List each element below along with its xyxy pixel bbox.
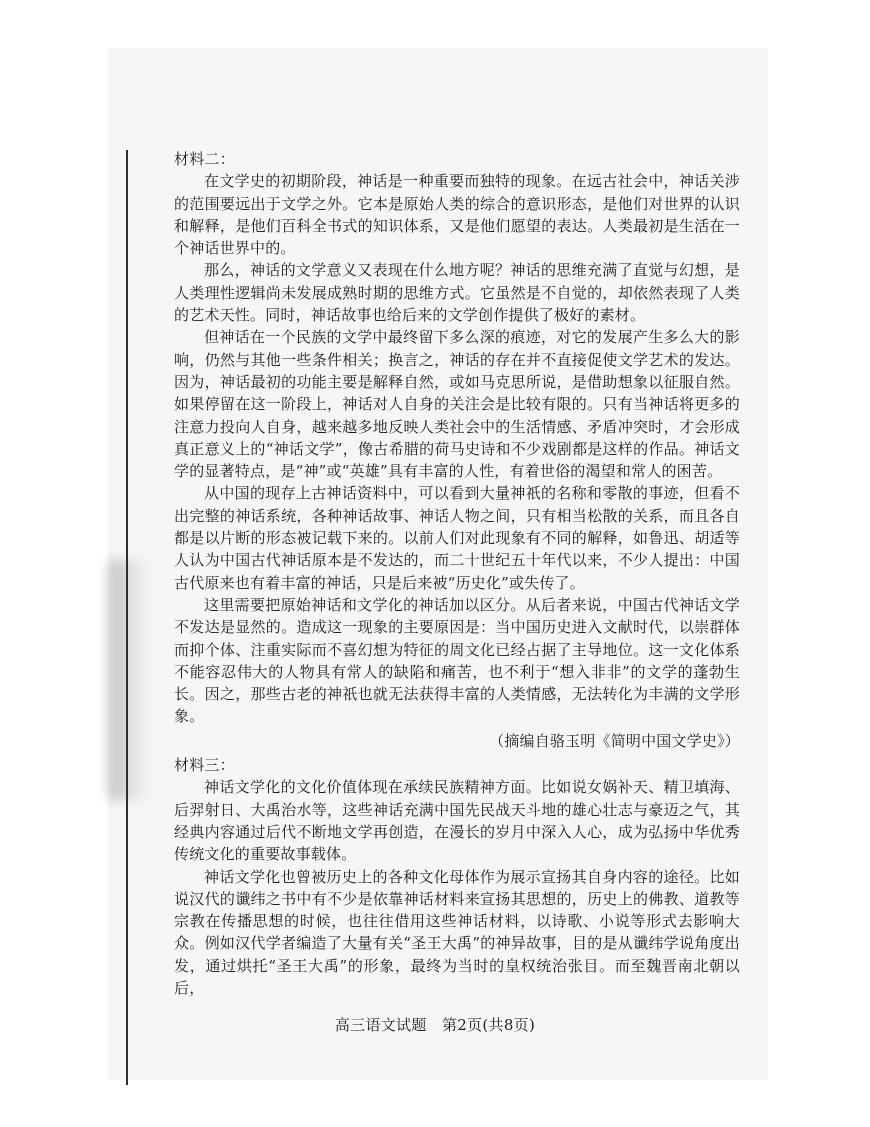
material-two-heading: 材料二： [174, 150, 235, 168]
material-two-paragraph-3: 但神话在一个民族的文学中最终留下多么深的痕迹，对它的发展产生多么大的影响，仍然与其他一些条件相关；换言之，神话的存在并不直接促使文学艺术的发达。因为，神话最初的功能主要是解释自然，或如马克思所说，是借助想象以征服自然。如果停留在这一阶段上，神话对人自身的关注会是比较有限的。只有当神话将更多的注意力投向人自身，越来越多地反映人类社会中的生活情感、矛盾冲突时，才会形成真正意义上的“神话文学”，像古希腊的荷马史诗和不少戏剧都是这样的作品。神话文学的显著特点，是“神”或“英雄”具有丰富的人性，有着世俗的渴望和常人的困苦。 [174, 328, 740, 481]
material-two-source: （摘编自骆玉明《简明中国文学史》） [489, 731, 740, 750]
material-three-paragraph-2: 神话文学化也曾被历史上的各种文化母体作为展示宣扬其自身内容的途径。比如说汉代的谶纬之书中有不少是依靠神话材料来宣扬其思想的，历史上的佛教、道教等宗教在传播思想的时候，也往往借用这些神话材料，以诗歌、小说等形式去影响大众。例如汉代学者编造了大量有关“圣王大禹”的神异故事，目的是从谶纬学说角度出发，通过烘托“圣王大禹”的形象，最终为当时的皇权统治张目。而至魏晋南北朝以后， [174, 867, 740, 997]
material-two-paragraph-2: 那么，神话的文学意义又表现在什么地方呢？神话的思维充满了直觉与幻想，是人类理性逻辑尚未发展成熟时期的思维方式。它虽然是不自觉的，却依然表现了人类的艺术天性。同时，神话故事也给后来的文学创作提供了极好的素材。 [174, 261, 740, 325]
material-three-heading: 材料三： [174, 756, 235, 775]
material-three-section [174, 754, 740, 999]
material-two-paragraph-1: 在文学史的初期阶段，神话是一种重要而独特的现象。在远古社会中，神话关涉的范围要远出于文学之外。它本是原始人类的综合的意识形态，是他们对世界的认识和解释，是他们百科全书式的知识体系，又是他们愿望的表达。人类最初是生活在一个神话世界中的。 [174, 172, 740, 258]
page-footer: 高三语文试题 第2页(共8页) [334, 1016, 536, 1034]
binding-margin-line [126, 150, 128, 1085]
material-two-paragraph-5: 这里需要把原始神话和文学化的神话加以区分。从后者来说，中国古代神话文学不发达是显然的。造成这一现象的主要原因是：当中国历史进入文献时代，以崇群体而抑个体、注重实际而不喜幻想为特征的周文化已经占据了主导地位。这一文化体系不能容忍伟大的人物具有常人的缺陷和痛苦，也不利于“想入非非”的文学的蓬勃生长。因之，那些古老的神祇也就无法获得丰富的人类情感，无法转化为丰满的文学形象。 [174, 595, 740, 726]
material-two-section [174, 148, 740, 752]
page-content [174, 148, 740, 999]
scan-shadow [108, 560, 148, 800]
material-three-paragraph-1: 神话文学化的文化价值体现在承续民族精神方面。比如说女娲补天、精卫填海、后羿射日、大禹治水等，这些神话充满中国先民战天斗地的雄心壮志与豪迈之气，其经典内容通过后代不断地文学再创造，在漫长的岁月中深入人心，成为弘扬中华优秀传统文化的重要故事载体。 [174, 778, 740, 864]
material-two-paragraph-4: 从中国的现存上古神话资料中，可以看到大量神祇的名称和零散的事迹，但看不出完整的神话系统，各种神话故事、神话人物之间，只有相当松散的关系，而且各自都是以片断的形态被记载下来的。以前人们对此现象有不同的解释，如鲁迅、胡适等人认为中国古代神话原本是不发达的，而二十世纪五十年代以来，不少人提出：中国古代原来也有着丰富的神话，只是后来被“历史化”或失传了。 [174, 484, 740, 592]
